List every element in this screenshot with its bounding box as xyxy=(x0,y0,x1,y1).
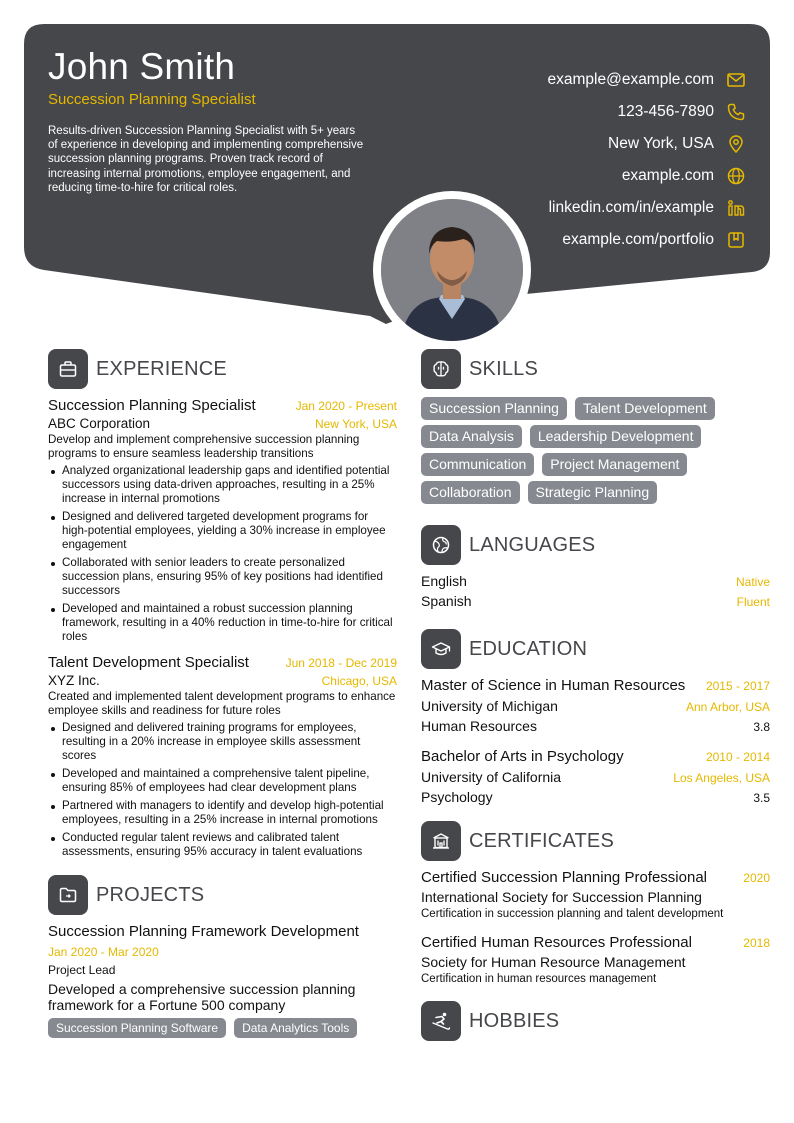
skiing-icon xyxy=(421,1001,461,1041)
skills-section-header xyxy=(421,349,770,389)
experience-section-header xyxy=(48,349,397,389)
certificate-entry xyxy=(421,869,770,920)
job-dates: Jan 2020 - Present xyxy=(295,399,397,413)
skill-tag: Communication xyxy=(421,453,534,476)
profile-photo xyxy=(381,199,523,341)
education-heading: EDUCATION xyxy=(469,637,588,660)
hobbies-section-header xyxy=(421,1001,770,1041)
certificates-heading: CERTIFICATES xyxy=(469,829,615,852)
contact-email-text: example@example.com xyxy=(547,71,714,88)
education-dates: 2015 - 2017 xyxy=(705,679,770,693)
project-tag: Data Analytics Tools xyxy=(234,1018,357,1038)
certificate-description: Certification in succession planning and talent development xyxy=(421,908,724,920)
gpa: 3.8 xyxy=(753,720,770,734)
contact-email[interactable] xyxy=(386,64,746,96)
certificate-issuer: Society for Human Resource Management xyxy=(421,954,686,970)
project-tag: Succession Planning Software xyxy=(48,1018,226,1038)
certificate-name: Certified Human Resources Professional xyxy=(421,934,692,951)
contact-website-text: example.com xyxy=(621,167,714,184)
languages-heading: LANGUAGES xyxy=(469,533,596,556)
hobbies-heading: HOBBIES xyxy=(469,1009,560,1032)
school-location: Ann Arbor, USA xyxy=(685,700,770,714)
language-level: Fluent xyxy=(736,595,770,609)
skill-tag: Strategic Planning xyxy=(528,481,658,504)
field-of-study: Human Resources xyxy=(421,718,537,734)
company-name: ABC Corporation xyxy=(48,416,151,431)
location-icon xyxy=(726,134,746,154)
achievement-item: Designed and delivered training programs for employees, resulting in a 20% increase in employee skills assessment scores xyxy=(48,721,397,763)
institution-icon xyxy=(421,821,461,861)
candidate-title: Succession Planning Specialist xyxy=(48,91,256,108)
job-achievements xyxy=(48,464,397,644)
gpa: 3.5 xyxy=(753,791,770,805)
linkedin-icon xyxy=(726,198,746,218)
certificate-entry xyxy=(421,934,770,985)
achievement-item: Developed and maintained a comprehensive talent pipeline, ensuring 85% of employees had clear development plans xyxy=(48,767,397,795)
language-level: Native xyxy=(735,575,770,589)
languages-list xyxy=(421,573,770,613)
contact-website[interactable] xyxy=(386,160,746,192)
achievement-item: Collaborated with senior leaders to create personalized succession plans, ensuring 95% of key positions had identified successors xyxy=(48,556,397,598)
certificate-name: Certified Succession Planning Professional xyxy=(421,869,707,886)
project-role: Project Lead xyxy=(48,963,116,977)
education-entry xyxy=(421,677,770,734)
certificate-year: 2020 xyxy=(743,871,770,885)
projects-section-header xyxy=(48,875,397,915)
skill-tag: Data Analysis xyxy=(421,425,522,448)
school-name: University of California xyxy=(421,769,562,785)
right-column xyxy=(421,349,770,1049)
project-entry xyxy=(48,923,397,1044)
globe-icon xyxy=(421,525,461,565)
achievement-item: Partnered with managers to identify and develop high-potential employees, resulting in a 25% increase in internal promotions xyxy=(48,799,397,827)
experience-entry xyxy=(48,654,397,859)
bookmark-icon xyxy=(726,230,746,250)
graduation-cap-icon xyxy=(421,629,461,669)
languages-section-header xyxy=(421,525,770,565)
language-name: English xyxy=(421,573,467,589)
degree-name: Bachelor of Arts in Psychology xyxy=(421,748,624,765)
project-tags xyxy=(48,1018,397,1044)
experience-heading: EXPERIENCE xyxy=(96,357,227,380)
job-achievements xyxy=(48,721,397,859)
project-description: Developed a comprehensive succession planning framework for a Fortune 500 company xyxy=(48,981,356,1013)
skill-tag: Succession Planning xyxy=(421,397,567,420)
experience-entry xyxy=(48,397,397,644)
contact-linkedin-text: linkedin.com/in/example xyxy=(548,199,714,216)
profile-photo-frame xyxy=(373,191,531,349)
achievement-item: Designed and delivered targeted development programs for high-potential employees, yielding a 30% increase in employee engagement xyxy=(48,510,397,552)
job-location: Chicago, USA xyxy=(321,674,397,688)
job-description: Created and implemented talent development programs to enhance employee skills and readiness for future roles xyxy=(48,690,396,717)
education-dates: 2010 - 2014 xyxy=(705,750,770,764)
brain-icon xyxy=(421,349,461,389)
skill-tag: Leadership Development xyxy=(530,425,702,448)
email-icon xyxy=(726,70,746,90)
contact-location-text: New York, USA xyxy=(608,135,714,152)
contact-phone[interactable] xyxy=(386,96,746,128)
certificates-section-header xyxy=(421,821,770,861)
school-location: Los Angeles, USA xyxy=(673,771,770,785)
job-location: New York, USA xyxy=(314,417,397,431)
education-entry xyxy=(421,748,770,805)
left-column xyxy=(48,349,397,1044)
degree-name: Master of Science in Human Resources xyxy=(421,677,686,694)
achievement-item: Analyzed organizational leadership gaps and identified potential successors using data-driven approaches, resulting in a 25% increase in internal promotions xyxy=(48,464,397,506)
contact-portfolio-text: example.com/portfolio xyxy=(562,231,714,248)
job-dates: Jun 2018 - Dec 2019 xyxy=(285,656,397,670)
project-dates: Jan 2020 - Mar 2020 xyxy=(48,945,159,959)
achievement-item: Developed and maintained a robust succession planning framework, resulting in a 40% reduction in time-to-hire for critical roles xyxy=(48,602,397,644)
skills-list xyxy=(421,397,770,509)
education-section-header xyxy=(421,629,770,669)
field-of-study: Psychology xyxy=(421,789,493,805)
contact-location xyxy=(386,128,746,160)
achievement-item: Conducted regular talent reviews and calibrated talent assessments, ensuring 95% accuracy in talent evaluations xyxy=(48,831,397,859)
certificate-issuer: International Society for Succession Planning xyxy=(421,889,702,905)
certificate-year: 2018 xyxy=(743,936,770,950)
briefcase-icon xyxy=(48,349,88,389)
projects-heading: PROJECTS xyxy=(96,883,205,906)
language-item xyxy=(421,593,770,613)
skill-tag: Talent Development xyxy=(575,397,715,420)
resume-header xyxy=(24,24,770,344)
company-name: XYZ Inc. xyxy=(48,673,100,688)
language-name: Spanish xyxy=(421,593,472,609)
job-title: Talent Development Specialist xyxy=(48,654,249,671)
skill-tag: Project Management xyxy=(542,453,687,476)
certificate-description: Certification in human resources management xyxy=(421,973,657,985)
school-name: University of Michigan xyxy=(421,698,558,714)
globe-icon xyxy=(726,166,746,186)
skills-heading: SKILLS xyxy=(469,357,539,380)
profile-summary: Results-driven Succession Planning Specialist with 5+ years of experience in developing and implementing comprehensive succession planning programs. Proven track record of increasing internal promotions, employee engagement, and reducing time-to-hire for critical roles. xyxy=(48,125,364,194)
job-title: Succession Planning Specialist xyxy=(48,397,256,414)
project-title: Succession Planning Framework Development xyxy=(48,923,359,940)
language-item xyxy=(421,573,770,593)
job-description: Develop and implement comprehensive succession planning programs to ensure seamless leadership transitions xyxy=(48,433,360,460)
skill-tag: Collaboration xyxy=(421,481,520,504)
phone-icon xyxy=(726,102,746,122)
contact-phone-text: 123-456-7890 xyxy=(617,103,714,120)
folder-icon xyxy=(48,875,88,915)
candidate-name: John Smith xyxy=(48,46,236,87)
